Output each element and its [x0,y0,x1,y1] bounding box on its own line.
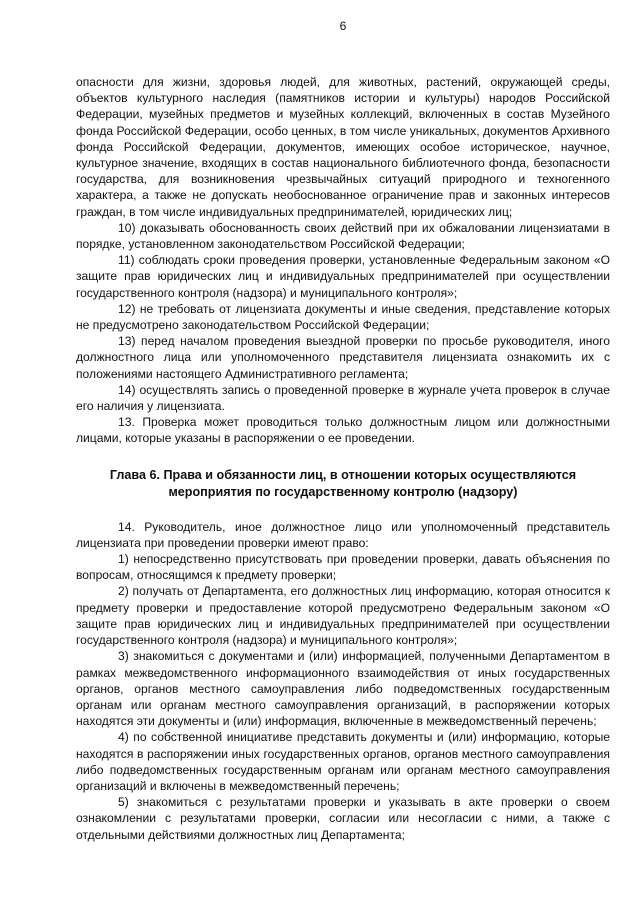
page-number: 6 [339,19,347,33]
paragraph-item-10: 10) доказывать обоснованность своих действий при их обжаловании лицензиатами в порядке, установленном законодательством Российской Федерации; [76,220,610,252]
paragraph-continuation: опасности для жизни, здоровья людей, для животных, растений, окружающей среды, объектов культурного наследия (памятников истории и культуры) народов Российской Федерации, музейных предметов и музейных коллекций, включенных в состав Музейного фонда Российской Федерации, особо ценных, в том числе уникальных, документов Архивного фонда Российской Федерации, документов, имеющих особое историческое, научное, культурное значение, входящих в состав национального библиотечного фонда, безопасности государства, для возникновения чрезвычайных ситуаций природного и техногенного характера, а также не допускать необоснованное ограничение прав и законных интересов граждан, в том числе индивидуальных предпринимателей, юридических лиц; [76,75,610,219]
paragraph-clause-13: 13. Проверка может проводиться только должностным лицом или должностными лицами, которые указаны в распоряжении о ее проведении. [76,415,610,446]
document-page [76,18,610,843]
paragraph-right-5: 5) знакомиться с результатами проверки и указывать в акте проверки о своем ознакомлении с результатами проверки, согласии или несогласии с ними, а также с отдельными действиями должностных лиц Департамента; [76,795,610,842]
chapter-heading: Глава 6. Права и обязанности лиц, в отношении которых осуществляются мероприятия по государственному контролю (надзору) [109,467,577,499]
paragraph-right-3: 3) знакомиться с документами и (или) информацией, полученными Департаментом в рамках межведомственного информационного взаимодействия от иных государственных органов, органов местного самоуправления либо подведомственных государственным органам или органам местного самоуправления организаций, в распоряжении которых находятся эти документы и (или) информация, включенные в межведомственный перечень; [76,649,610,729]
paragraph-right-2: 2) получать от Департамента, его должностных лиц информацию, которая относится к предмету проверки и предоставление которой предусмотрено Федеральным законом «О защите прав юридических лиц и индивидуальных предпринимателей при осуществлении государственного контроля (надзора) и муниципального контроля»; [76,584,610,648]
paragraph-item-11: 11) соблюдать сроки проведения проверки, установленные Федеральным законом «О защите прав юридических лиц и индивидуальных предпринимателей при осуществлении государственного контроля (надзора) и муниципального контроля»; [76,253,610,300]
paragraph-clause-14: 14. Руководитель, иное должностное лицо или уполномоченный представитель лицензиата при проведении проверки имеют право: [76,519,610,550]
paragraph-item-12: 12) не требовать от лицензиата документы и иные сведения, представление которых не предусмотрено законодательством Российской Федерации; [76,301,610,333]
paragraph-item-14: 14) осуществлять запись о проведенной проверке в журнале учета проверок в случае его наличия у лицензиата. [76,382,610,414]
paragraph-item-13: 13) перед началом проведения выездной проверки по просьбе руководителя, иного должностного лица или уполномоченного представителя лицензиата ознакомить их с положениями настоящего Административного регламента; [76,334,610,381]
paragraph-right-1: 1) непосредственно присутствовать при проведении проверки, давать объяснения по вопросам, относящимся к предмету проверки; [76,552,610,583]
paragraph-right-4: 4) по собственной инициативе представить документы и (или) информацию, которые находятся в распоряжении иных государственных органов, органов местного самоуправления либо подведомственных государственным органам или органам местного самоуправления организаций и включены в межведомственный перечень; [76,730,610,793]
